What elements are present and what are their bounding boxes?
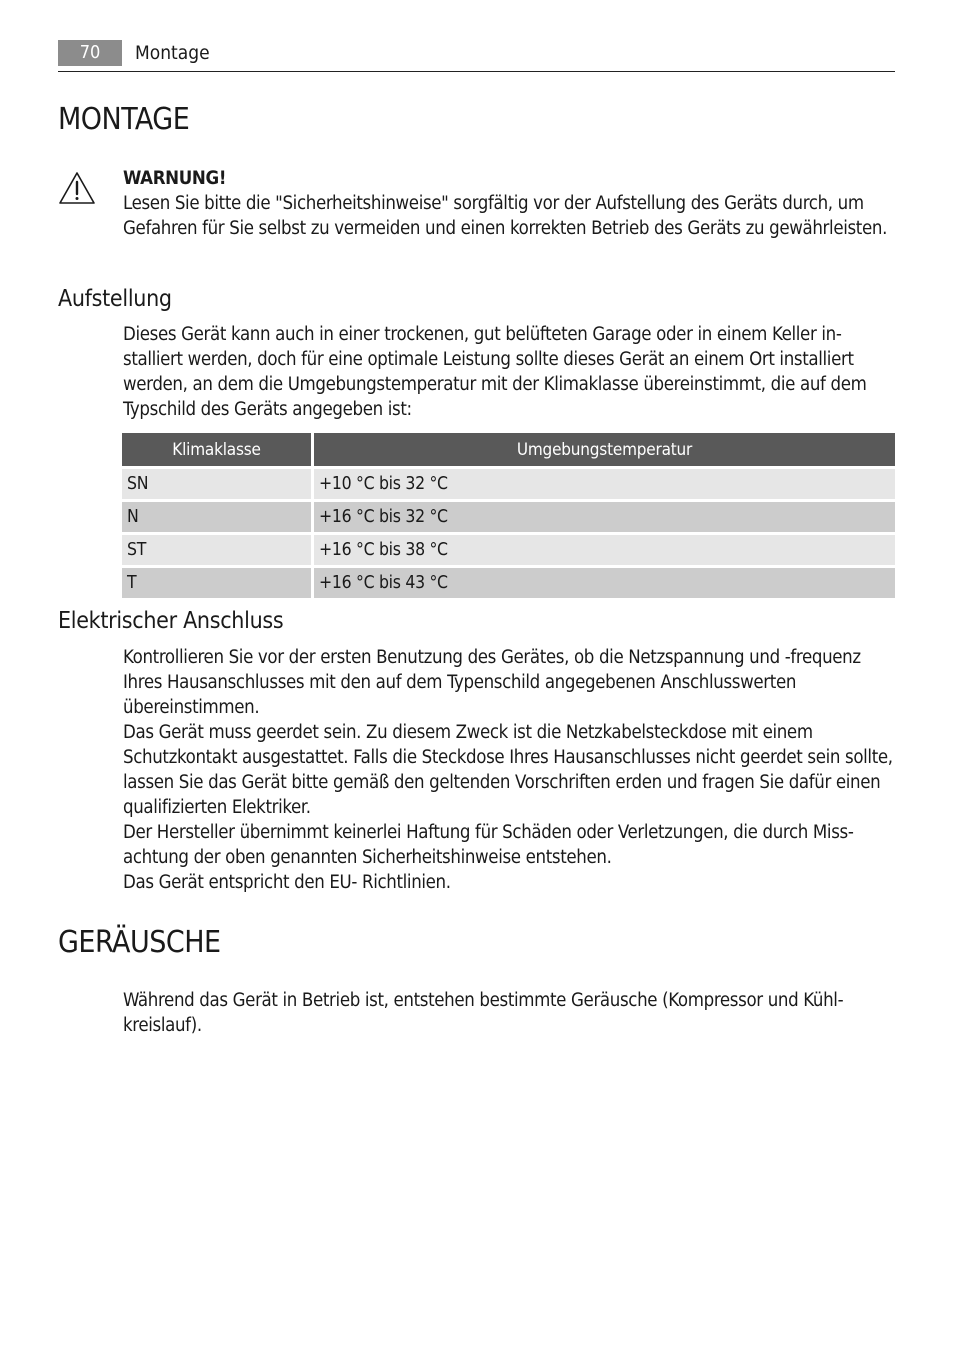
- table-cell-temperature: +16 °C bis 38 °C: [314, 535, 895, 565]
- table-header-row: [122, 433, 895, 466]
- table-cell-class: SN: [122, 469, 314, 499]
- subsection-title-elektrischer-anschluss: Elektrischer Anschluss: [58, 608, 284, 634]
- warning-title: WARNUNG!: [123, 168, 227, 189]
- column-header-klimaklasse: Klimaklasse: [122, 433, 314, 466]
- table-row: [122, 502, 895, 532]
- running-header: Montage: [135, 42, 210, 64]
- table-cell-temperature: +16 °C bis 43 °C: [314, 568, 895, 598]
- section-title-montage: MONTAGE: [58, 102, 190, 137]
- column-header-umgebungstemperatur: Umgebungstemperatur: [314, 433, 895, 466]
- warning-block: [123, 166, 895, 241]
- elektrisch-paragraph: Kontrollieren Sie vor der ersten Benutzung des Gerätes, ob die Netzspannung und -frequenz Ihres Hausanschlusses mit den auf dem Typenschild angegebenen Anschlusswerten übereinstimmen.: [123, 647, 861, 718]
- climate-class-table: [122, 430, 895, 601]
- table-row: [122, 469, 895, 499]
- warning-triangle-icon: [58, 171, 96, 205]
- elektrisch-paragraph: Das Gerät muss geerdet sein. Zu diesem Zweck ist die Netzkabelsteckdose mit einem Schutzkontakt ausgestattet. Falls die Steckdose Ihres Hausanschlusses nicht geerdet sein sollte, lassen Sie das Gerät bitte gemäß den geltenden Vorschriften erden und fragen Sie dafür einen qualifizierten Elektriker.: [123, 722, 893, 818]
- geraeusche-paragraph: Während das Gerät in Betrieb ist, entstehen bestimmte Geräusche (Kompressor und Kühlkreislauf).: [123, 990, 844, 1036]
- elektrisch-paragraph: Das Gerät entspricht den EU- Richtlinien.: [123, 872, 451, 893]
- table-row: [122, 535, 895, 565]
- header-divider: [58, 71, 895, 72]
- aufstellung-paragraph: Dieses Gerät kann auch in einer trockenen, gut belüfteten Garage oder in einem Keller installiert werden, doch für eine optimale Leistung sollte dieses Gerät an einem Ort installiert werden, an dem die Umgebungstemperatur mit der Klimaklasse übereinstimmt, die auf dem Typschild des Geräts angegeben ist:: [123, 324, 867, 420]
- page-number: 70: [58, 40, 122, 66]
- table-cell-class: N: [122, 502, 314, 532]
- section-title-geraeusche: GERÄUSCHE: [58, 925, 221, 960]
- table-row: [122, 568, 895, 598]
- table-cell-temperature: +10 °C bis 32 °C: [314, 469, 895, 499]
- elektrisch-paragraph: Der Hersteller übernimmt keinerlei Haftung für Schäden oder Verletzungen, die durch Missachtung der oben genannten Sicherheitshinweise entstehen.: [123, 822, 854, 868]
- table-cell-class: T: [122, 568, 314, 598]
- table-cell-temperature: +16 °C bis 32 °C: [314, 502, 895, 532]
- elektrisch-block: [123, 645, 895, 895]
- subsection-title-aufstellung: Aufstellung: [58, 286, 172, 312]
- table-cell-class: ST: [122, 535, 314, 565]
- warning-text: Lesen Sie bitte die "Sicherheitshinweise" sorgfältig vor der Aufstellung des Geräts durch, um Gefahren für Sie selbst zu vermeiden und einen korrekten Betrieb des Geräts zu gewährleisten.: [123, 193, 888, 239]
